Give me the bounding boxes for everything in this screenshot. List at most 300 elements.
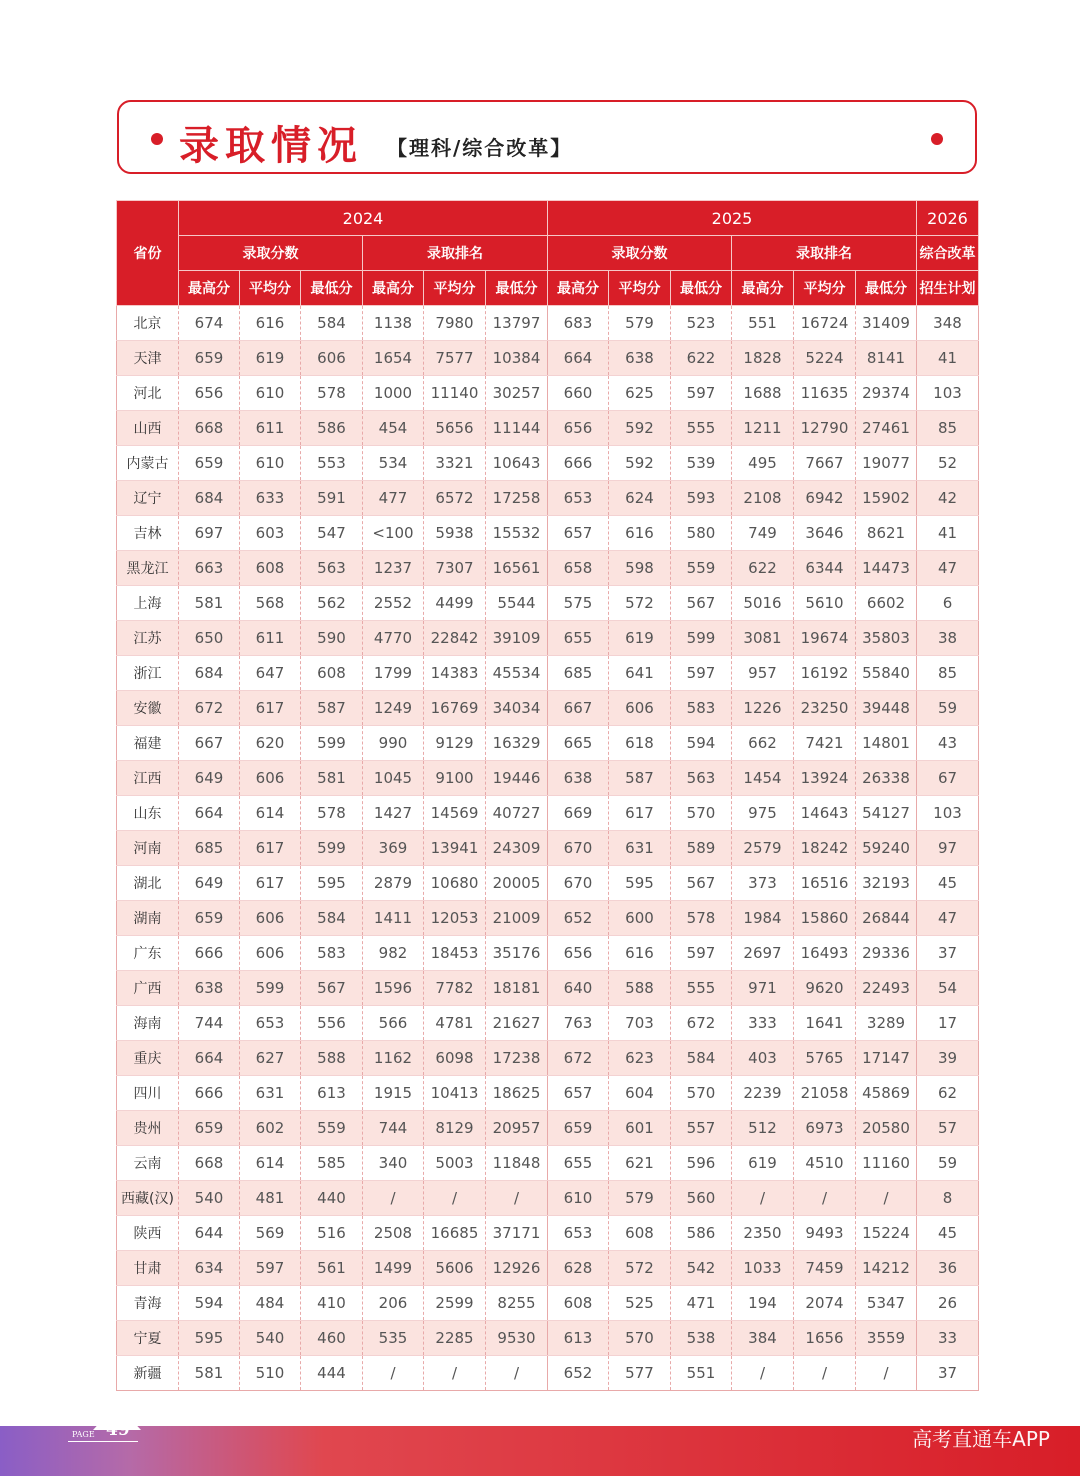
table-cell: 606 [240, 901, 301, 936]
table-cell: 641 [609, 656, 671, 691]
table-cell: 39 [917, 1041, 979, 1076]
table-cell: 551 [732, 306, 794, 341]
province-cell: 宁夏 [117, 1321, 179, 1356]
table-cell: 369 [363, 831, 424, 866]
table-cell: 621 [609, 1146, 671, 1181]
table-cell: 29374 [856, 376, 917, 411]
table-cell: 2074 [794, 1286, 856, 1321]
table-cell: 982 [363, 936, 424, 971]
table-cell: 575 [548, 586, 609, 621]
table-cell: 586 [301, 411, 363, 446]
table-cell: 616 [609, 516, 671, 551]
table-cell: 403 [732, 1041, 794, 1076]
table-cell: 26844 [856, 901, 917, 936]
table-cell: 5544 [486, 586, 548, 621]
table-cell: 638 [179, 971, 240, 1006]
table-cell: 57 [917, 1111, 979, 1146]
table-cell: 14383 [424, 656, 486, 691]
table-cell: 21627 [486, 1006, 548, 1041]
table-cell: 6 [917, 586, 979, 621]
table-cell: 631 [609, 831, 671, 866]
table-cell: 657 [548, 516, 609, 551]
table-cell: 578 [301, 796, 363, 831]
table-cell: 6572 [424, 481, 486, 516]
table-cell: 601 [609, 1111, 671, 1146]
table-cell: 594 [671, 726, 732, 761]
province-cell: 天津 [117, 341, 179, 376]
table-cell: 22493 [856, 971, 917, 1006]
table-row [117, 376, 979, 411]
table-cell: 15902 [856, 481, 917, 516]
table-row [117, 866, 979, 901]
table-cell: 2350 [732, 1216, 794, 1251]
table-cell: 22842 [424, 621, 486, 656]
province-cell: 吉林 [117, 516, 179, 551]
table-cell: 1499 [363, 1251, 424, 1286]
province-cell: 江西 [117, 761, 179, 796]
table-cell: 54127 [856, 796, 917, 831]
table-cell: 12926 [486, 1251, 548, 1286]
table-cell: 631 [240, 1076, 301, 1111]
table-cell: 13941 [424, 831, 486, 866]
table-cell: 957 [732, 656, 794, 691]
table-cell: / [424, 1181, 486, 1216]
table-cell: 454 [363, 411, 424, 446]
table-cell: 8 [917, 1181, 979, 1216]
table-cell: 1641 [794, 1006, 856, 1041]
table-cell: / [794, 1181, 856, 1216]
province-cell: 河北 [117, 376, 179, 411]
table-cell: / [732, 1356, 794, 1391]
table-cell: 510 [240, 1356, 301, 1391]
table-cell: 563 [671, 761, 732, 796]
table-cell: 749 [732, 516, 794, 551]
table-cell: 667 [548, 691, 609, 726]
table-cell: 52 [917, 446, 979, 481]
table-cell: 6344 [794, 551, 856, 586]
table-cell: 6098 [424, 1041, 486, 1076]
section-title-box [117, 100, 977, 174]
province-cell: 重庆 [117, 1041, 179, 1076]
table-cell: 683 [548, 306, 609, 341]
table-cell: 11140 [424, 376, 486, 411]
table-cell: 85 [917, 656, 979, 691]
table-cell: 16493 [794, 936, 856, 971]
table-cell: 577 [609, 1356, 671, 1391]
table-cell: 547 [301, 516, 363, 551]
column-header: 最高分 [732, 271, 794, 306]
table-cell: 17 [917, 1006, 979, 1041]
table-cell: / [486, 1356, 548, 1391]
table-cell: 608 [548, 1286, 609, 1321]
table-row [117, 1216, 979, 1251]
group-header: 综合改革 [917, 236, 979, 271]
table-cell: / [486, 1181, 548, 1216]
table-cell: 3321 [424, 446, 486, 481]
table-cell: 35803 [856, 621, 917, 656]
table-cell: 595 [179, 1321, 240, 1356]
table-cell: 13924 [794, 761, 856, 796]
table-cell: 39448 [856, 691, 917, 726]
table-cell: 484 [240, 1286, 301, 1321]
table-cell: 684 [179, 481, 240, 516]
table-cell: / [856, 1356, 917, 1391]
table-cell: 611 [240, 621, 301, 656]
table-cell: 19674 [794, 621, 856, 656]
table-cell: 471 [671, 1286, 732, 1321]
table-cell: 512 [732, 1111, 794, 1146]
province-cell: 北京 [117, 306, 179, 341]
table-cell: 744 [363, 1111, 424, 1146]
table-cell: 569 [240, 1216, 301, 1251]
province-cell: 湖南 [117, 901, 179, 936]
table-cell: 206 [363, 1286, 424, 1321]
table-cell: 614 [240, 1146, 301, 1181]
table-cell: 3081 [732, 621, 794, 656]
table-cell: 744 [179, 1006, 240, 1041]
table-cell: 8129 [424, 1111, 486, 1146]
table-row [117, 1006, 979, 1041]
table-cell: 3559 [856, 1321, 917, 1356]
table-cell: 584 [671, 1041, 732, 1076]
table-cell: 384 [732, 1321, 794, 1356]
table-cell: 10643 [486, 446, 548, 481]
table-cell: 1596 [363, 971, 424, 1006]
table-cell: 21058 [794, 1076, 856, 1111]
province-cell: 四川 [117, 1076, 179, 1111]
table-cell: 10384 [486, 341, 548, 376]
table-cell: 15860 [794, 901, 856, 936]
table-cell: 45869 [856, 1076, 917, 1111]
table-cell: 440 [301, 1181, 363, 1216]
table-cell: 672 [179, 691, 240, 726]
table-cell: 12053 [424, 901, 486, 936]
table-row [117, 1286, 979, 1321]
table-cell: 585 [301, 1146, 363, 1181]
table-cell: 534 [363, 446, 424, 481]
table-cell: 617 [240, 691, 301, 726]
year-header: 2024 [179, 201, 548, 236]
table-cell: 542 [671, 1251, 732, 1286]
table-cell: 14801 [856, 726, 917, 761]
table-cell: 17258 [486, 481, 548, 516]
table-cell: 47 [917, 551, 979, 586]
table-cell: 587 [609, 761, 671, 796]
province-cell: 广西 [117, 971, 179, 1006]
table-cell: 7307 [424, 551, 486, 586]
table-cell: 662 [732, 726, 794, 761]
table-cell: <100 [363, 516, 424, 551]
table-cell: 627 [240, 1041, 301, 1076]
table-row [117, 1146, 979, 1181]
table-cell: 5016 [732, 586, 794, 621]
table-cell: 103 [917, 376, 979, 411]
table-cell: 1045 [363, 761, 424, 796]
province-cell: 山东 [117, 796, 179, 831]
table-cell: 5938 [424, 516, 486, 551]
table-cell: 59 [917, 691, 979, 726]
table-cell: 703 [609, 1006, 671, 1041]
table-cell: 664 [179, 1041, 240, 1076]
table-row [117, 341, 979, 376]
table-cell: 14212 [856, 1251, 917, 1286]
column-header: 平均分 [794, 271, 856, 306]
table-cell: 30257 [486, 376, 548, 411]
table-cell: 581 [301, 761, 363, 796]
table-cell: 611 [240, 411, 301, 446]
table-cell: 659 [179, 446, 240, 481]
table-cell: 11848 [486, 1146, 548, 1181]
table-cell: 595 [609, 866, 671, 901]
table-cell: 12790 [794, 411, 856, 446]
table-cell: 1915 [363, 1076, 424, 1111]
table-cell: 619 [609, 621, 671, 656]
table-cell: 2879 [363, 866, 424, 901]
table-row [117, 971, 979, 1006]
table-cell: 579 [609, 306, 671, 341]
table-row [117, 1111, 979, 1146]
table-cell: 1211 [732, 411, 794, 446]
table-cell: 6602 [856, 586, 917, 621]
table-row [117, 306, 979, 341]
table-cell: 625 [609, 376, 671, 411]
table-cell: 600 [609, 901, 671, 936]
table-cell: 653 [548, 1216, 609, 1251]
table-cell: 15532 [486, 516, 548, 551]
table-cell: 583 [671, 691, 732, 726]
table-cell: 4499 [424, 586, 486, 621]
table-cell: / [856, 1181, 917, 1216]
table-cell: 658 [548, 551, 609, 586]
section-title: 录取情况 [179, 122, 363, 169]
table-cell: 67 [917, 761, 979, 796]
table-cell: 5765 [794, 1041, 856, 1076]
table-cell: 580 [671, 516, 732, 551]
table-cell: 581 [179, 586, 240, 621]
column-header: 平均分 [240, 271, 301, 306]
table-cell: 5224 [794, 341, 856, 376]
table-cell: 373 [732, 866, 794, 901]
table-row [117, 1251, 979, 1286]
table-cell: 685 [548, 656, 609, 691]
table-row [117, 936, 979, 971]
table-cell: 553 [301, 446, 363, 481]
table-cell: 593 [671, 481, 732, 516]
table-cell: 594 [179, 1286, 240, 1321]
column-header: 招生计划 [917, 271, 979, 306]
table-cell: 557 [671, 1111, 732, 1146]
table-cell: 1033 [732, 1251, 794, 1286]
table-cell: 586 [671, 1216, 732, 1251]
table-cell: 7459 [794, 1251, 856, 1286]
table-row [117, 1041, 979, 1076]
table-cell: 563 [301, 551, 363, 586]
table-row [117, 411, 979, 446]
table-cell: 570 [671, 796, 732, 831]
table-cell: 975 [732, 796, 794, 831]
table-cell: 596 [671, 1146, 732, 1181]
table-cell: 18242 [794, 831, 856, 866]
table-row [117, 796, 979, 831]
table-cell: 606 [609, 691, 671, 726]
table-cell: 608 [240, 551, 301, 586]
table-cell: 578 [301, 376, 363, 411]
table-cell: 16192 [794, 656, 856, 691]
table-cell: 669 [548, 796, 609, 831]
table-cell: 622 [671, 341, 732, 376]
table-cell: 656 [548, 936, 609, 971]
table-cell: 18625 [486, 1076, 548, 1111]
table-cell: 4510 [794, 1146, 856, 1181]
table-cell: 40727 [486, 796, 548, 831]
table-cell: 617 [240, 866, 301, 901]
table-cell: 697 [179, 516, 240, 551]
table-cell: 2108 [732, 481, 794, 516]
table-cell: 624 [609, 481, 671, 516]
table-cell: 7980 [424, 306, 486, 341]
table-cell: 3646 [794, 516, 856, 551]
table-cell: 9620 [794, 971, 856, 1006]
table-cell: 26338 [856, 761, 917, 796]
section-subtitle: 【理科/综合改革】 [387, 136, 573, 160]
table-cell: 587 [301, 691, 363, 726]
table-cell: 660 [548, 376, 609, 411]
table-cell: / [794, 1356, 856, 1391]
table-cell: 1411 [363, 901, 424, 936]
year-header: 2025 [548, 201, 917, 236]
province-cell: 西藏(汉) [117, 1181, 179, 1216]
table-cell: 1454 [732, 761, 794, 796]
table-cell: 634 [179, 1251, 240, 1286]
column-header: 最低分 [301, 271, 363, 306]
table-cell: 684 [179, 656, 240, 691]
table-cell: 570 [671, 1076, 732, 1111]
province-cell: 广东 [117, 936, 179, 971]
table-cell: 672 [548, 1041, 609, 1076]
table-cell: 32193 [856, 866, 917, 901]
table-cell: 495 [732, 446, 794, 481]
table-cell: 1000 [363, 376, 424, 411]
table-cell: 59240 [856, 831, 917, 866]
group-header: 录取排名 [363, 236, 548, 271]
table-cell: 588 [301, 1041, 363, 1076]
table-cell: 41 [917, 516, 979, 551]
table-row [117, 621, 979, 656]
table-cell: 666 [179, 1076, 240, 1111]
province-cell: 青海 [117, 1286, 179, 1321]
table-cell: 597 [671, 656, 732, 691]
table-cell: 659 [179, 341, 240, 376]
table-cell: 7577 [424, 341, 486, 376]
province-cell: 云南 [117, 1146, 179, 1181]
table-cell: 33 [917, 1321, 979, 1356]
table-cell: 4770 [363, 621, 424, 656]
table-cell: 2285 [424, 1321, 486, 1356]
table-cell: 597 [240, 1251, 301, 1286]
table-cell: 37171 [486, 1216, 548, 1251]
table-cell: 560 [671, 1181, 732, 1216]
table-cell: 655 [548, 1146, 609, 1181]
table-cell: 606 [240, 936, 301, 971]
province-cell: 江苏 [117, 621, 179, 656]
table-cell: 8141 [856, 341, 917, 376]
table-cell: 649 [179, 761, 240, 796]
table-cell: 540 [179, 1181, 240, 1216]
table-cell: 17238 [486, 1041, 548, 1076]
table-cell: 8255 [486, 1286, 548, 1321]
table-cell: 21009 [486, 901, 548, 936]
table-cell: 539 [671, 446, 732, 481]
table-cell: 36 [917, 1251, 979, 1286]
page-number: 49 [106, 1420, 130, 1440]
table-cell: 567 [301, 971, 363, 1006]
table-cell: 55840 [856, 656, 917, 691]
table-cell: 410 [301, 1286, 363, 1321]
table-cell: 2552 [363, 586, 424, 621]
table-cell: 656 [179, 376, 240, 411]
table-cell: 540 [240, 1321, 301, 1356]
table-cell: 1162 [363, 1041, 424, 1076]
table-cell: 556 [301, 1006, 363, 1041]
table-cell: 610 [240, 376, 301, 411]
table-cell: 763 [548, 1006, 609, 1041]
province-cell: 甘肃 [117, 1251, 179, 1286]
table-cell: 20580 [856, 1111, 917, 1146]
table-cell: 670 [548, 831, 609, 866]
table-row [117, 761, 979, 796]
table-cell: 555 [671, 411, 732, 446]
year-header: 2026 [917, 201, 979, 236]
table-cell: 538 [671, 1321, 732, 1356]
table-cell: 604 [609, 1076, 671, 1111]
column-header: 最低分 [486, 271, 548, 306]
page-divider [68, 1441, 138, 1442]
table-cell: 608 [609, 1216, 671, 1251]
column-header: 最高分 [363, 271, 424, 306]
table-cell: 16516 [794, 866, 856, 901]
province-cell: 福建 [117, 726, 179, 761]
table-cell: 39109 [486, 621, 548, 656]
table-cell: 15224 [856, 1216, 917, 1251]
table-cell: 622 [732, 551, 794, 586]
table-cell: 13797 [486, 306, 548, 341]
province-cell: 陕西 [117, 1216, 179, 1251]
table-row [117, 1076, 979, 1111]
table-cell: 27461 [856, 411, 917, 446]
table-cell: 614 [240, 796, 301, 831]
table-cell: 18453 [424, 936, 486, 971]
table-cell: 10680 [424, 866, 486, 901]
table-cell: 613 [301, 1076, 363, 1111]
table-cell: 613 [548, 1321, 609, 1356]
table-cell: 649 [179, 866, 240, 901]
table-cell: 653 [548, 481, 609, 516]
table-cell: 26 [917, 1286, 979, 1321]
table-cell: 578 [671, 901, 732, 936]
table-cell: 7782 [424, 971, 486, 1006]
province-cell: 辽宁 [117, 481, 179, 516]
table-cell: / [363, 1356, 424, 1391]
table-cell: 7667 [794, 446, 856, 481]
table-cell: 9129 [424, 726, 486, 761]
table-cell: 5003 [424, 1146, 486, 1181]
table-cell: 581 [179, 1356, 240, 1391]
table-cell: 559 [301, 1111, 363, 1146]
table-cell: 29336 [856, 936, 917, 971]
table-row [117, 726, 979, 761]
table-cell: 2599 [424, 1286, 486, 1321]
table-cell: 668 [179, 1146, 240, 1181]
